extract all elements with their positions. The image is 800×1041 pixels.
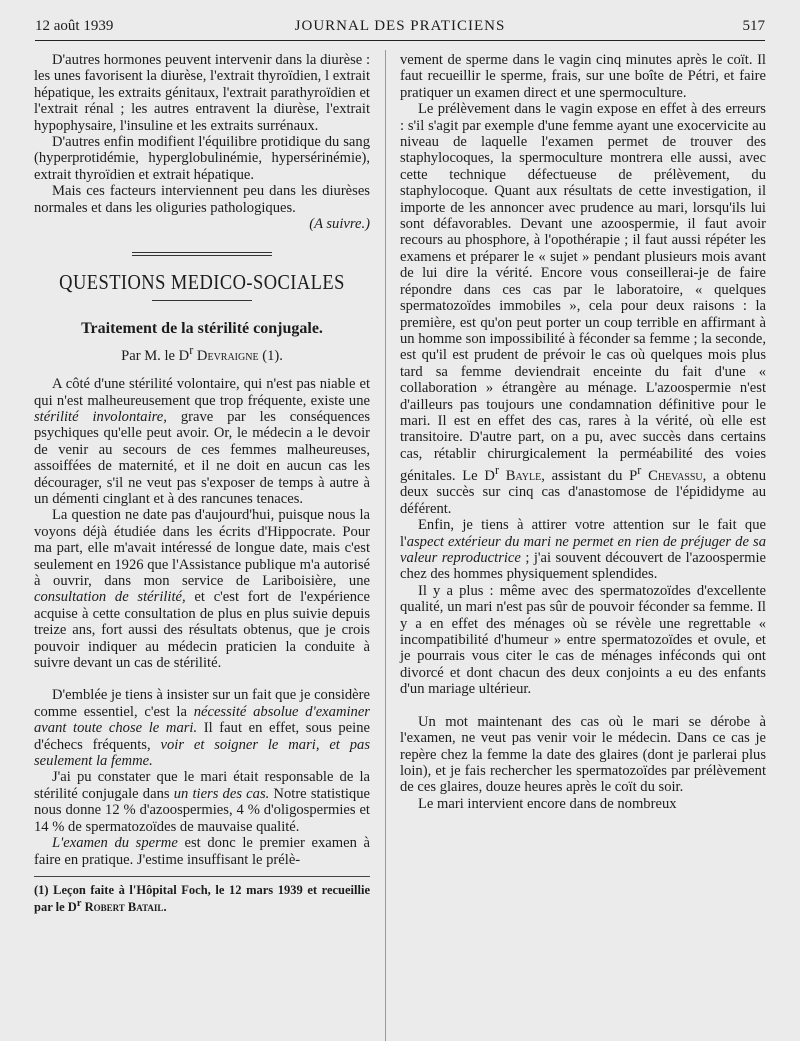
paragraph: L'examen du sperme est donc le premier examen à faire en pratique. J'estime insuffisant le prélè-: [34, 835, 371, 868]
paragraph: D'emblée je tiens à insister sur un fait que je considère comme essentiel, c'est la nécessité absolue d'examiner avant toute chose le mari. Il faut en effet, sous peine d'échecs fréquents, voir et soigner le mari, et pas seulement la femme.: [34, 687, 370, 770]
paragraph: Mais ces facteurs interviennent peu dans les diurèses normales et dans les oliguries pathologiques.: [34, 183, 370, 216]
paragraph: vement de sperme dans le vagin cinq minutes après le coït. Il faut recueillir le sperme, frais, sur une boîte de Pétri, et faire pratiquer un examen direct et une spermoculture.: [400, 52, 766, 101]
paragraph: J'ai pu constater que le mari était responsable de la stérilité conjugale dans un tiers des cas. Notre statistique nous donne 12 % d'azoospermies, 4 % d'oligospermies et 14 % de spermatozoïdes de mauvaise qualité.: [34, 769, 370, 835]
right-column: [400, 52, 766, 812]
to-be-continued: (A suivre.): [309, 216, 370, 233]
paragraph: Enfin, je tiens à attirer votre attention sur le fait que l'aspect extérieur du mari ne permet en rien de préjuger de sa valeur reproductrice ; j'ai souvent découvert de l'azoospermie chez des hommes physiquement splendides.: [400, 517, 766, 583]
footnote: (1) Leçon faite à l'Hôpital Foch, le 12 mars 1939 et recueillie par le $D^r$ Robert Batail.: [34, 876, 370, 914]
author-name: Devraigne: [196, 347, 259, 364]
header-date: 12 août 1939: [35, 18, 114, 34]
paragraph: D'autres hormones peuvent intervenir dans la diurèse : les unes favorisent la diurèse, l'extrait thyroïdien, l extrait hépatique, les extraits génitaux, l'extrait parathyroïdien et l'extrait rénal ; les autres entravent la diurèse, l'extrait hypophysaire, l'insuline et les extraits surrénaux.: [34, 52, 370, 134]
section-title: QUESTIONS MEDICO-SOCIALES: [59, 270, 345, 295]
header-journal-title: JOURNAL DES PRATICIENS: [294, 18, 506, 34]
double-rule: [132, 252, 272, 256]
paragraph: D'autres enfin modifient l'équilibre protidique du sang (hyperprotidémie, hyperglobulinémie, hypersérinémie), extrait thyroïdien et extrait hépatique.: [34, 134, 370, 183]
paragraph: Le prélèvement dans le vagin expose en effet à des erreurs : s'il s'agit par exemple d'une femme ayant une exocervicite au niveau de laquelle l'examen permet de trouver des staphylocoques, la spermoculture montrera elle aussi, avec cette technique défectueuse de prélèvement, du staphylocoque. Quant aux résultats de cette investigation, il importe de les annoncer avec prudence au mari, lorsqu'ils lui sont défavorables. Devant une azoospermie, il faut avoir recours au phosphore, à l'opothérapie ; il faut aussi répéter les examens et préparer le « sujet » pendant plusieurs mois avant de lui dire la vérité. Encore vous conseillerai-je de faire répondre dans ces cas par le laboratoire, « quelques spermatozoïdes immobiles », cela pour deux raisons : la première, est qu'on peut porter un coup terrible en affirmant à un homme son impossibilité à féconder sa femme ; la seconde, est qu'il est prudent de prévoir le cas où quelques mois plus tard sa femme deviendrait enceinte du fait d'une « collaboration » étrangère au ménage. L'azoospermie n'est d'ailleurs pas toujours une condamnation définitive pour le mari. Il est en effet des cas, rares à la vérité, où elle est transitoire. D'autre part, on a pu, avec succès dans certains cas, rétablir chirurgicalement la perméabilité des voies génitales. Le $D^r$ Bayle, assistant du $P^r$ Chevassu, a obtenu deux succès sur cinq cas d'anastomose de l'épididyme au déférent.: [400, 101, 766, 517]
column-divider: [385, 50, 386, 1041]
byline: Par M. le $D^r$ Devraigne (1).: [121, 342, 283, 364]
paragraph: La question ne date pas d'aujourd'hui, puisque nous la voyons déjà étudiée dans les écrits d'Hippocrate. Pour ma part, elle m'avait intéressé de longue date, mais c'est seulement en 1926 que l'Assistance publique m'a autorisé à ouvrir, dans mon service de Lariboisière, une consultation de stérilité, et c'est fort de l'expérience acquise à cette consultation de plus en plus suivie depuis treize ans, fort aussi des résultats obtenus, que je crois pouvoir indiquer au médecin praticien la conduite à suivre devant un cas de stérilité.: [34, 507, 370, 672]
page-number: 517: [742, 18, 765, 34]
left-column: [34, 52, 370, 914]
article-title: Traitement de la stérilité conjugale.: [81, 320, 323, 338]
paragraph: Il y a plus : même avec des spermatozoïdes d'excellente qualité, un mari n'est pas sûr de pouvoir féconder sa femme. Il y a en effet des ménages où se révèle une regrettable « incompatibilité d'humeur » entre spermatozoïdes et ovule, et je pourrais vous citer le cas de ménages inféconds qui ont divorcé et dont chacun des deux conjoints a eu des enfants d'un mariage ultérieur.: [400, 582, 766, 698]
running-header: [35, 14, 765, 41]
paragraph: A côté d'une stérilité volontaire, qui n'est pas niable et qui n'est malheureusement que trop fréquente, existe une stérilité involontaire, grave par les conséquences psychiques qu'elle peut avoir. Or, le médecin a le devoir de venir au secours de ces femmes malheureuses, assoiffées de maternité, et il ne doit en aucun cas les décourager, s'il ne veut pas s'exposer de temps à autre à un démenti cinglant et à des rancunes tenaces.: [34, 376, 371, 507]
title-underline: [152, 300, 252, 301]
paragraph: Le mari intervient encore dans de nombreux: [418, 795, 677, 812]
paragraph: Un mot maintenant des cas où le mari se dérobe à l'examen, ne veut pas venir voir le médecin. Dans ce cas je repère chez la femme la date des glaires (dont je parlerai plus loin), et je fais rechercher les spermatozoïdes par prélèvement de ces glaires, douze heures après le coït du soir.: [400, 713, 766, 796]
